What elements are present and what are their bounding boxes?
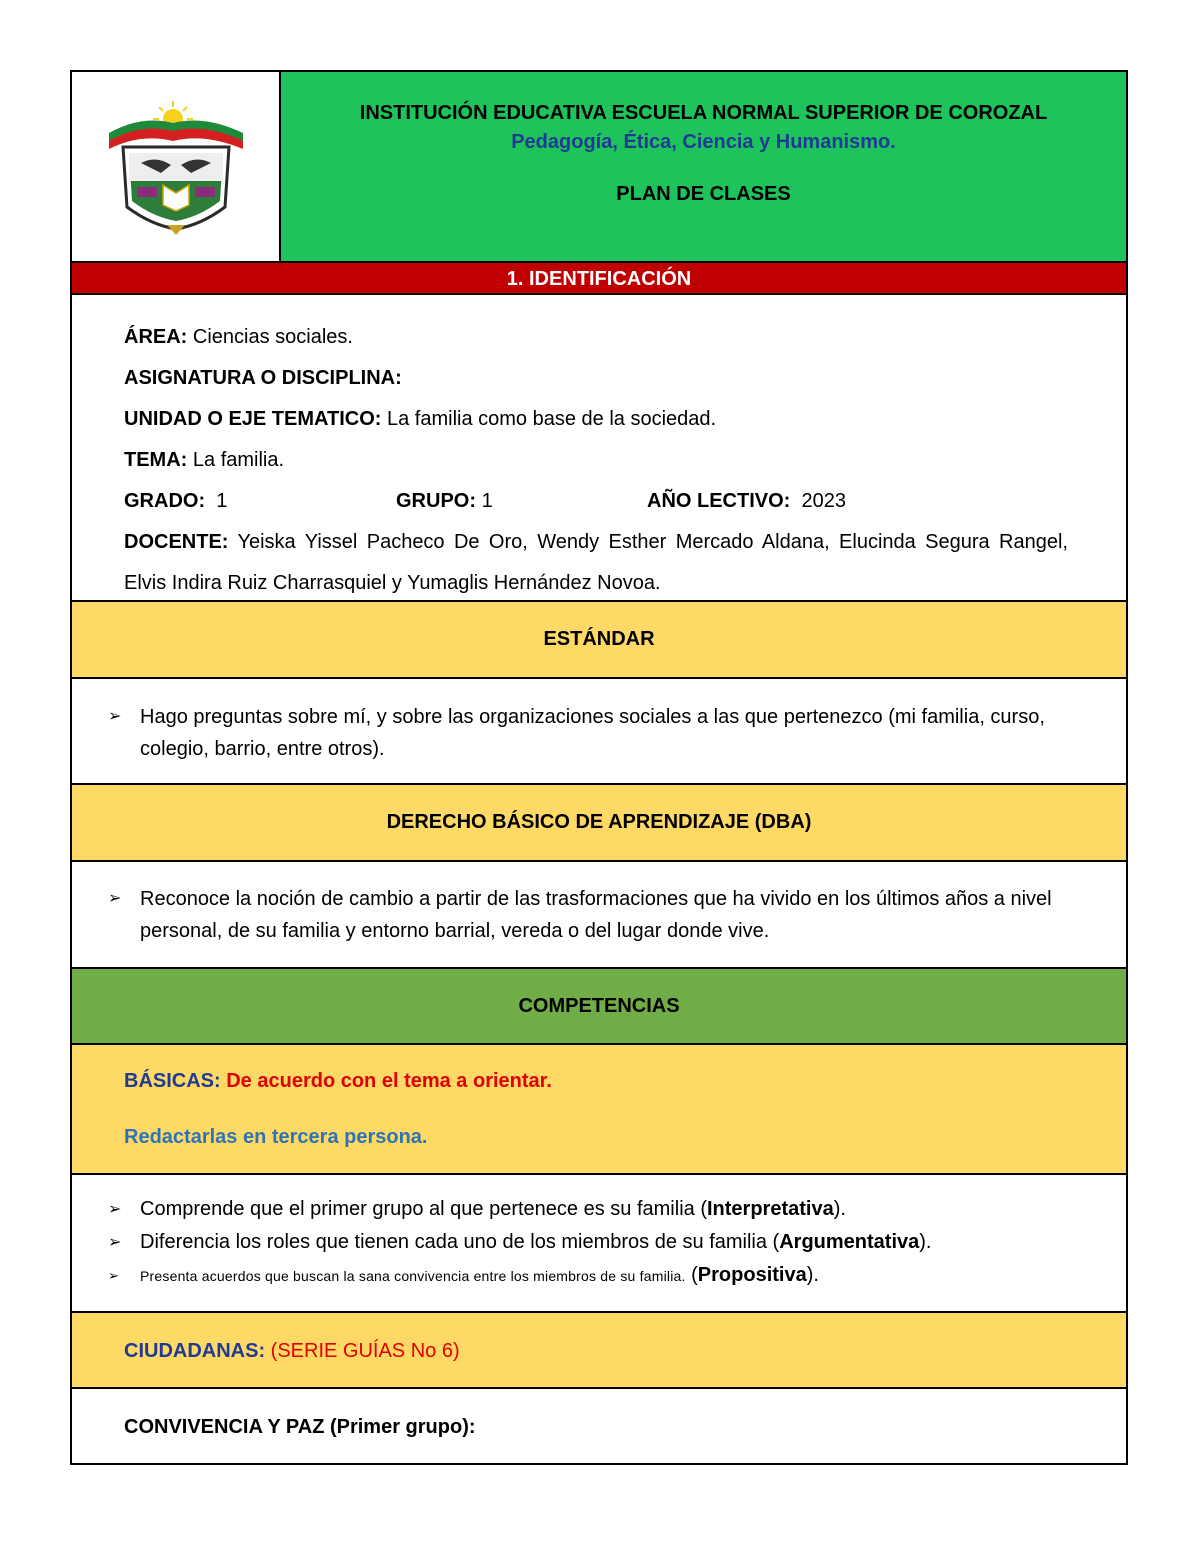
basicas-label: BÁSICAS:	[124, 1070, 221, 1092]
area-line	[124, 317, 1068, 358]
competencia-2-text: Diferencia los roles que tienen cada uno de los miembros de su familia (	[140, 1231, 780, 1253]
competencia-3-type: Propositiva	[697, 1264, 807, 1286]
ciudadanas-label: CIUDADANAS:	[124, 1340, 266, 1362]
estandar-list	[72, 701, 1126, 765]
dba-section	[72, 862, 1126, 969]
identificacion-section	[72, 295, 1126, 602]
tema-value: La familia.	[187, 449, 285, 471]
convivencia-label: CONVIVENCIA Y PAZ (Primer grupo):	[124, 1416, 476, 1438]
competencia-1-type: Interpretativa	[706, 1198, 834, 1220]
ciudadanas-note: (SERIE GUÍAS No 6)	[265, 1340, 460, 1362]
estandar-heading: ESTÁNDAR	[72, 602, 1126, 679]
grado-label: GRADO:	[124, 490, 206, 512]
institution-motto: Pedagogía, Ética, Ciencia y Humanismo.	[511, 131, 896, 153]
redactar-note: Redactarlas en tercera persona.	[124, 1126, 428, 1148]
basicas-line	[124, 1063, 1126, 1099]
docente-line	[124, 522, 1068, 604]
grado-value: 1	[216, 490, 228, 512]
dba-text: Reconoce la noción de cambio a partir de las trasformaciones que ha vivido en los últimos años a nivel personal, de su familia y entorno barrial, vereda o del lugar donde vive.	[140, 888, 1052, 942]
competencia-1-end: ).	[833, 1198, 846, 1220]
area-label: ÁREA:	[124, 326, 188, 348]
ciudadanas-section	[72, 1313, 1126, 1389]
unidad-label: UNIDAD O EJE TEMATICO:	[124, 408, 382, 430]
competencia-1-text: Comprende que el primer grupo al que pertenece es su familia (	[140, 1198, 707, 1220]
arrow-bullet-icon: ➢	[108, 890, 122, 907]
competencia-2-end: ).	[919, 1231, 932, 1253]
anio-value: 2023	[801, 490, 846, 512]
lesson-plan-document	[70, 70, 1128, 1465]
grado-grupo-anio-line	[124, 481, 1068, 522]
anio-label: AÑO LECTIVO:	[647, 490, 791, 512]
logo-cell	[72, 72, 281, 261]
unidad-line	[124, 399, 1068, 440]
document-header	[72, 72, 1126, 263]
list-item	[108, 1226, 1068, 1259]
list-item	[108, 1259, 1068, 1293]
arrow-bullet-icon: ➢	[108, 1268, 119, 1283]
competencia-3-end: ).	[806, 1264, 819, 1286]
competencias-list	[72, 1193, 1126, 1293]
convivencia-section	[72, 1389, 1126, 1463]
estandar-text: Hago preguntas sobre mí, y sobre las organizaciones sociales a las que pertenezco (mi familia, curso, colegio, barrio, entre otros).	[140, 706, 1045, 760]
tema-line	[124, 440, 1068, 481]
institution-name: INSTITUCIÓN EDUCATIVA ESCUELA NORMAL SUPERIOR DE COROZAL	[359, 102, 1048, 124]
arrow-bullet-icon: ➢	[108, 708, 122, 725]
docente-value: Yeiska Yissel Pacheco De Oro, Wendy Esther Mercado Aldana, Elucinda Segura Rangel, Elvis Indira Ruiz Charrasquiel y Yumaglis Hernández Novoa.	[124, 531, 1068, 594]
asignatura-label: ASIGNATURA O DISCIPLINA:	[124, 367, 402, 389]
header-title-cell	[281, 72, 1126, 261]
school-crest-logo	[101, 97, 251, 237]
tema-label: TEMA:	[124, 449, 188, 471]
unidad-value: La familia como base de la sociedad.	[381, 408, 717, 430]
grupo-value: 1	[481, 490, 493, 512]
docente-label: DOCENTE:	[124, 531, 229, 553]
asignatura-line	[124, 358, 1068, 399]
dba-list	[72, 883, 1126, 947]
list-item	[108, 701, 1068, 765]
basicas-section	[72, 1045, 1126, 1175]
competencia-3-text: Presenta acuerdos que buscan la sana convivencia entre los miembros de su familia.	[140, 1268, 686, 1284]
arrow-bullet-icon: ➢	[108, 1234, 122, 1251]
arrow-bullet-icon: ➢	[108, 1201, 122, 1218]
estandar-section	[72, 679, 1126, 785]
list-item	[108, 1193, 1068, 1226]
grupo-label: GRUPO:	[396, 490, 476, 512]
competencias-heading: COMPETENCIAS	[72, 969, 1126, 1045]
competencia-3-mid: (	[685, 1264, 698, 1286]
list-item	[108, 883, 1068, 947]
basicas-note: De acuerdo con el tema a orientar.	[220, 1070, 552, 1092]
competencia-2-type: Argumentativa	[779, 1231, 920, 1253]
identificacion-heading: 1. IDENTIFICACIÓN	[72, 263, 1126, 295]
document-type: PLAN DE CLASES	[616, 183, 791, 205]
dba-heading: DERECHO BÁSICO DE APRENDIZAJE (DBA)	[72, 785, 1126, 862]
competencias-basicas-list-section	[72, 1175, 1126, 1313]
area-value: Ciencias sociales.	[187, 326, 353, 348]
